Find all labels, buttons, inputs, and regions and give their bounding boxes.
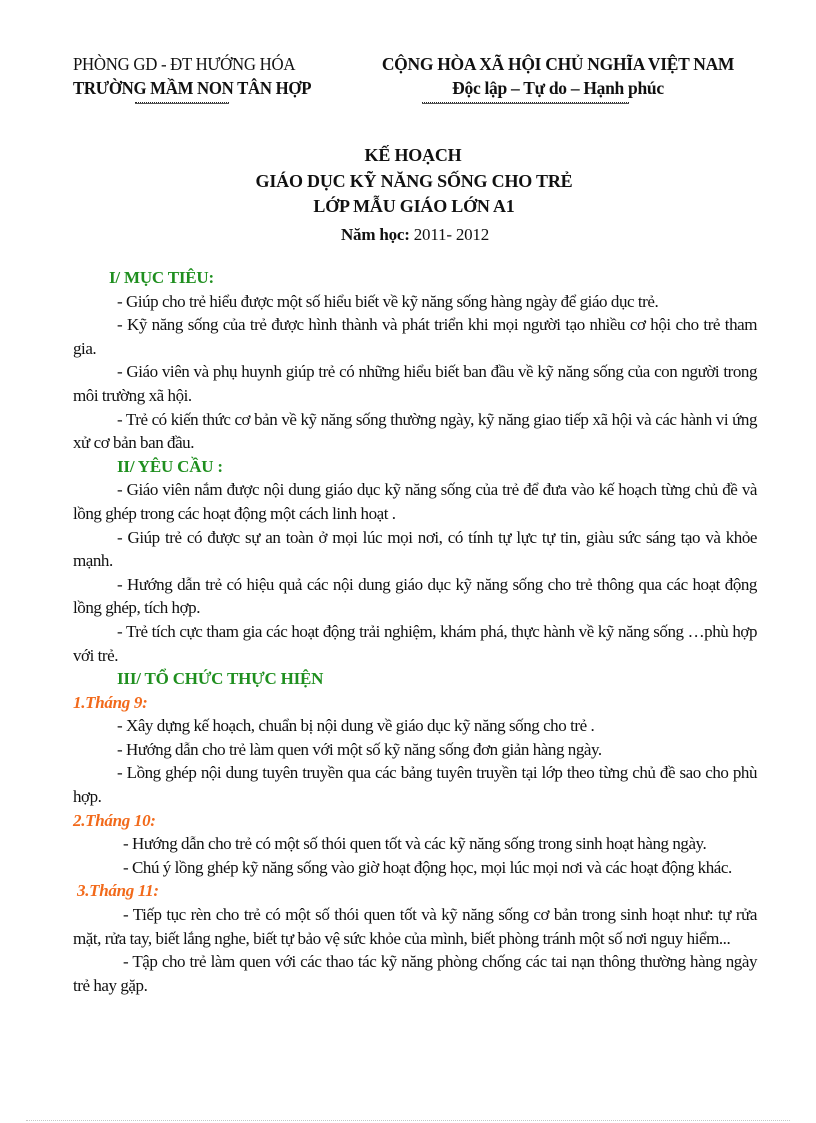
paragraph: - Tiếp tục rèn cho trẻ có một số thói quen tốt và kỹ năng sống cơ bản trong sinh hoạt như: tự rửa mặt, rửa tay, biết lắng nghe, biết tự bảo vệ sức khỏe của mình, biết phòng tránh một số nơi nguy hiểm...	[73, 905, 757, 948]
section-heading-implementation: III/ TỔ CHỨC THỰC HIỆN	[117, 669, 324, 689]
school-year	[0, 222, 816, 248]
title-line-3: LỚP MẪU GIÁO LỚN A1	[313, 196, 515, 216]
header-left	[73, 52, 351, 100]
header-right	[360, 52, 756, 100]
section-heading-requirements: II/ YÊU CẦU :	[117, 456, 223, 476]
page-bottom-divider	[26, 1120, 790, 1121]
school-year-value: 2011- 2012	[409, 224, 490, 244]
national-title: CỘNG HÒA XÃ HỘI CHỦ NGHĨA VIỆT NAM	[381, 54, 735, 74]
paragraph: - Giáo viên và phụ huynh giúp trẻ có những hiểu biết ban đầu về kỹ năng sống của con người trong môi trường xã hội.	[73, 362, 757, 405]
paragraph: - Hướng dẫn trẻ có hiệu quả các nội dung giáo dục kỹ năng sống cho trẻ thông qua các hoạt động lồng ghép, tích hợp.	[73, 574, 757, 618]
school-year-label: Năm học:	[340, 224, 410, 244]
paragraph: - Kỹ năng sống của trẻ được hình thành và phát triển khi mọi người tạo nhiều cơ hội cho trẻ tham gia.	[73, 315, 757, 358]
paragraph: - Giáo viên nắm được nội dung giáo dục kỹ năng sống của trẻ để đưa vào kế hoạch từng chủ đề và lồng ghép trong các hoạt động một cách linh hoạt .	[73, 480, 757, 523]
section-heading-objectives: I/ MỤC TIÊU:	[109, 268, 214, 287]
department-name: PHÒNG GD - ĐT HƯỚNG HÓA	[73, 54, 296, 74]
school-name: TRƯỜNG MẦM NON TÂN HỢP	[73, 78, 312, 98]
paragraph: - Chú ý lồng ghép kỹ năng sống vào giờ hoạt động học, mọi lúc mọi nơi và các hoạt động khác.	[123, 857, 732, 877]
document-body	[73, 266, 757, 997]
document-title	[0, 143, 816, 247]
paragraph: - Giúp cho trẻ hiểu được một số hiểu biết về kỹ năng sống hàng ngày để giáo dục trẻ.	[117, 291, 659, 311]
paragraph: - Hướng dẫn cho trẻ làm quen với một số kỹ năng sống đơn giản hàng ngày.	[117, 739, 602, 759]
paragraph: - Giúp trẻ có được sự an toàn ở mọi lúc mọi nơi, có tính tự lực tự tin, giàu sức sáng tạo và khỏe mạnh.	[73, 527, 757, 571]
paragraph: - Tập cho trẻ làm quen với các thao tác kỹ năng phòng chống các tai nạn thông thường hàng ngày trẻ hay gặp.	[73, 952, 757, 995]
paragraph: - Hướng dẫn cho trẻ có một số thói quen tốt và các kỹ năng sống trong sinh hoạt hàng ngày.	[123, 834, 707, 854]
month-heading-november: 3.Tháng 11:	[77, 881, 159, 901]
paragraph: - Lồng ghép nội dung tuyên truyền qua các bảng tuyên truyền tại lớp theo từng chủ đề sao cho phù hợp.	[73, 763, 757, 807]
paragraph: - Xây dựng kế hoạch, chuẩn bị nội dung về giáo dục kỹ năng sống cho trẻ .	[117, 716, 595, 736]
month-heading-october: 2.Tháng 10:	[73, 810, 156, 830]
title-line-2: GIÁO DỤC KỸ NĂNG SỐNG CHO TRẺ	[255, 170, 573, 191]
month-heading-september: 1.Tháng 9:	[73, 692, 148, 712]
paragraph: - Trẻ tích cực tham gia các hoạt động trải nghiệm, khám phá, thực hành về kỹ năng sống …phù hợp với trẻ.	[73, 621, 757, 665]
header-right-underline	[422, 102, 629, 104]
header-left-underline	[135, 102, 229, 104]
paragraph: - Trẻ có kiến thức cơ bản về kỹ năng sống thường ngày, kỹ năng giao tiếp xã hội và các hành vi ứng xử cơ bản ban đầu.	[73, 409, 757, 453]
title-line-1: KẾ HOẠCH	[364, 145, 462, 165]
national-motto: Độc lập – Tự do – Hạnh phúc	[452, 78, 664, 98]
